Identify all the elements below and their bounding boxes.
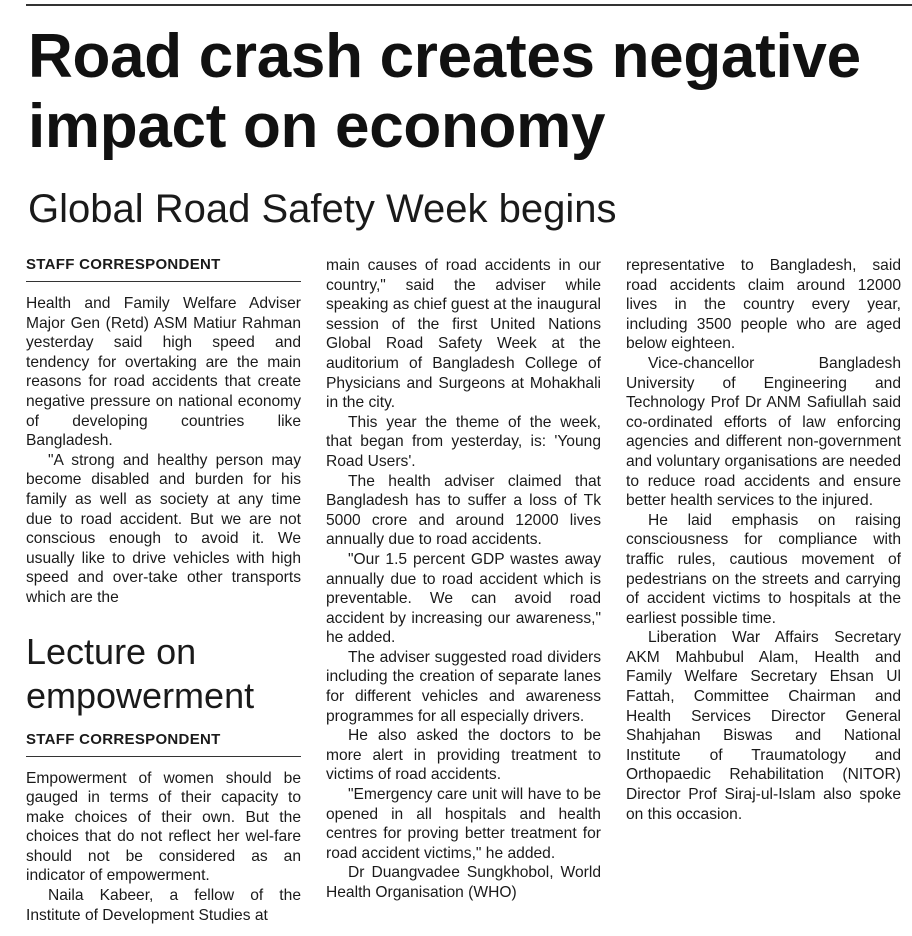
article-paragraph: Health and Family Welfare Adviser Major Gen (Retd) ASM Matiur Rahman yesterday said high speed and tendency for overtaking are the main reasons for road accidents that create negative pressure on national economy of developing countries like Bangladesh. xyxy=(26,295,301,450)
article-paragraph: "Emergency care unit will have to be opened in all hospitals and health centres for proving better treatment for road accident victims," he added. xyxy=(326,786,601,862)
article-paragraph: representative to Bangladesh, said road accidents claim around 12000 lives in the country every year, including 3500 people who are aged below eighteen. xyxy=(626,257,901,353)
article-paragraph: Liberation War Affairs Secretary AKM Mahbubul Alam, Health and Family Welfare Secretary Ehsan Ul Fattah, Committee Chairman and Health Services Director General Shahjahan Biswas and National Institute of Traumatology and Orthopaedic Rehabilitation (NITOR) Director Prof Siraj-ul-Islam also spoke on this occasion. xyxy=(626,629,901,823)
article-paragraph: Naila Kabeer, a fellow of the Institute of Development Studies at xyxy=(26,887,301,924)
article-paragraph: The adviser suggested road dividers including the creation of separate lanes for different vehicles and awareness programmes for all especially drivers. xyxy=(326,648,601,725)
article-paragraph: The health adviser claimed that Bangladesh has to suffer a loss of Tk 5000 crore and around 12000 lives annually due to road accidents. xyxy=(326,472,601,549)
headline: Road crash creates negative impact on economy xyxy=(28,22,861,161)
article-paragraph: Vice-chancellor Bangladesh University of Engineering and Technology Prof Dr ANM Safiullah said co-ordinated efforts of law enforcing agencies and different non-government and voluntary organisations are needed to reduce road accidents and ensure better health services to the injured. xyxy=(626,354,901,510)
article-paragraph: Dr Duangvadee Sungkhobol, World Health Organisation (WHO) xyxy=(326,864,601,901)
article-paragraph: main causes of road accidents in our country," said the adviser while speaking as chief guest at the inaugural session of the first United Nations Global Road Safety Week at the auditorium of Bangladesh College of Physicians and Surgeons at Mohakhali in the city. xyxy=(326,257,601,412)
article-paragraph: Empowerment of women should be gauged in terms of their capacity to make choices of their own. But the choices that do not reflect her wel-fare should not be considered as an indicator of empowerment. xyxy=(26,769,301,885)
article-paragraph: "Our 1.5 percent GDP wastes away annually due to road accident which is preventable. We can avoid road accident by increasing our awareness," he added. xyxy=(326,550,601,647)
column-2 xyxy=(326,256,601,903)
article-paragraph: He laid emphasis on raising consciousness for compliance with traffic rules, cautious movement of pedestrians on the streets and carrying of accident victims to hospitals at the earliest possible time. xyxy=(626,511,901,627)
subheadline: Global Road Safety Week begins xyxy=(28,187,617,231)
section-title-empowerment: Lecture on empowerment xyxy=(26,630,255,716)
byline: STAFF CORRESPONDENT xyxy=(26,730,301,757)
byline: STAFF CORRESPONDENT xyxy=(26,255,301,282)
article-paragraph: This year the theme of the week, that began from yesterday, is: 'Young Road Users'. xyxy=(326,413,601,470)
column-1 xyxy=(26,255,301,925)
article-paragraph: He also asked the doctors to be more alert in providing treatment to victims of road accidents. xyxy=(326,727,601,784)
article-paragraph: "A strong and healthy person may become disabled and burden for his family as well as society at any time due to road accident. But we are not conscious enough to avoid it. We usually like to drive vehicles with high speed and over-take other transports which are the xyxy=(26,451,301,606)
top-rule xyxy=(26,4,912,6)
column-3 xyxy=(626,256,901,824)
